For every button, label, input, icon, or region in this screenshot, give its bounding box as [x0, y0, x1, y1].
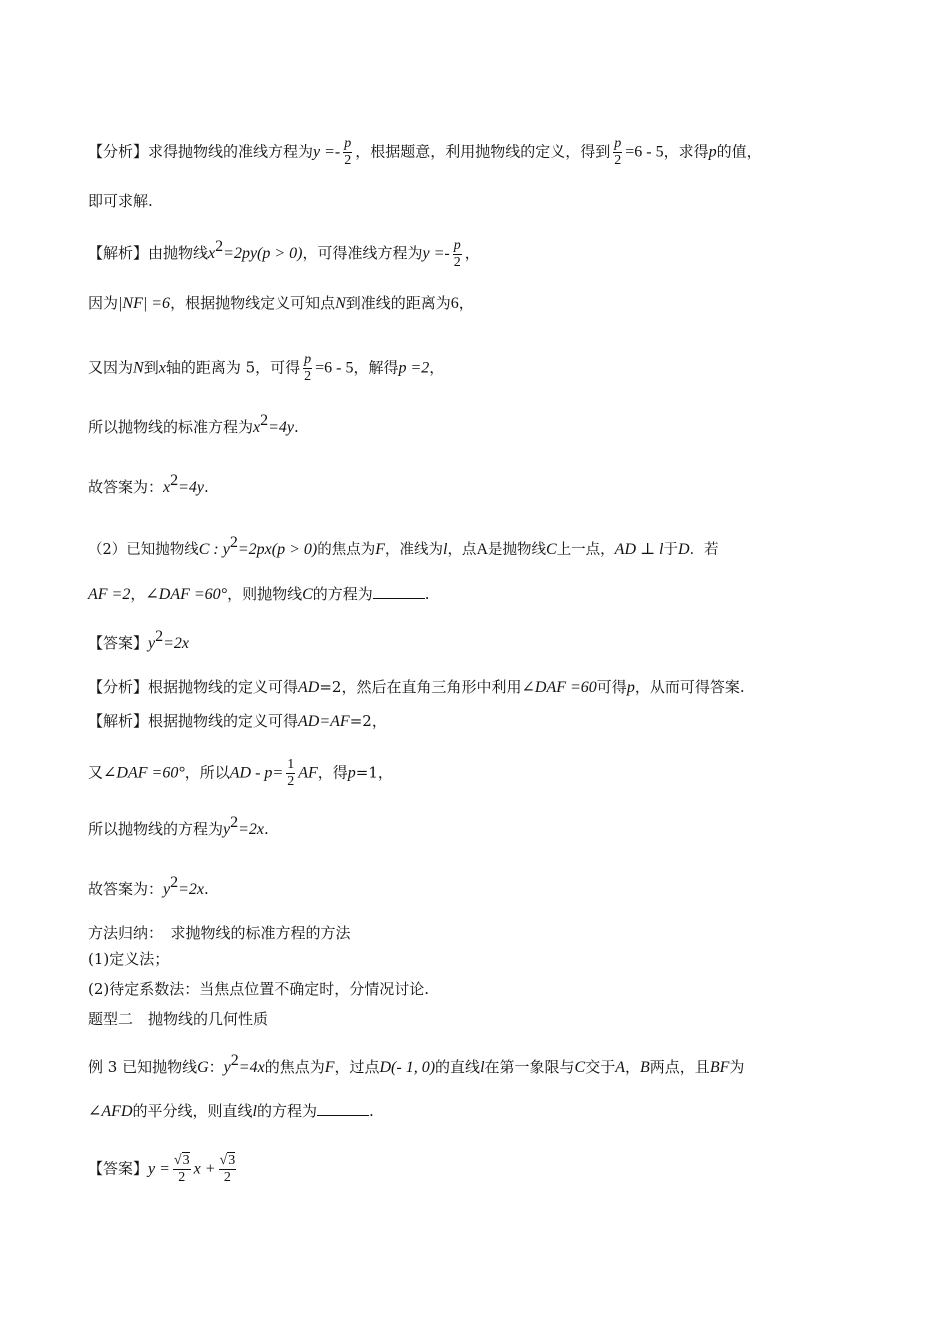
text: =2，然后在直角三角形中利用 — [319, 678, 522, 696]
numerator: p — [453, 237, 461, 253]
variable-p: p — [347, 764, 356, 782]
text: 求得抛物线的准线方程为 — [148, 142, 314, 161]
text: 故答案为： — [88, 880, 164, 898]
variable: x — [208, 245, 216, 262]
solution-line-1 — [88, 236, 860, 271]
denominator: 2 — [453, 254, 461, 270]
point-A: A — [615, 1059, 625, 1076]
text: ，解得 — [353, 358, 399, 377]
answer-line-1 — [88, 470, 860, 499]
exponent: 2 — [215, 238, 224, 255]
equation: =2x — [238, 821, 265, 838]
equation: =4y — [178, 479, 205, 496]
radicand: 3 — [228, 1153, 236, 1168]
text: ，根据抛物线定义可知点 — [170, 294, 336, 312]
equation: =4y — [268, 419, 295, 436]
text: 到 — [143, 358, 159, 377]
equation: C : y — [198, 541, 230, 558]
radicand: 3 — [182, 1153, 190, 1168]
point-N: N — [133, 359, 144, 377]
text: . — [294, 418, 299, 436]
text: ， — [458, 294, 474, 312]
exponent: 2 — [170, 472, 179, 489]
text: ，从而可得答案. — [634, 678, 745, 696]
text: 例 3 已知抛物线 — [88, 1058, 198, 1076]
equation: ∠DAF =60 — [521, 679, 597, 696]
equation: AD - p= — [229, 764, 284, 782]
variable: x — [253, 419, 261, 436]
segment: AF — [298, 764, 318, 782]
text: 的直线 — [435, 1058, 481, 1076]
variable: y — [148, 635, 156, 652]
section-tag: 【答案】 — [88, 634, 149, 652]
numerator: p — [344, 136, 352, 151]
equation: AD ⊥ l — [614, 541, 664, 558]
text: . — [424, 585, 430, 603]
denominator: 2 — [614, 153, 622, 168]
text: 于 — [663, 542, 678, 558]
text: 又因为 — [88, 358, 134, 377]
text: =1， — [355, 763, 393, 782]
fraction — [453, 238, 462, 271]
answer-blank — [373, 584, 425, 599]
example-3-line-1 — [88, 1050, 860, 1079]
text: . — [264, 820, 269, 838]
numerator: p — [304, 352, 312, 367]
number: 6 — [450, 295, 459, 312]
answer-line-3 — [88, 872, 860, 901]
line-l: l — [442, 541, 448, 558]
solution-line-4 — [88, 410, 860, 439]
text: 是抛物线 — [488, 542, 546, 558]
equation: ∠DAF =60° — [103, 764, 185, 782]
numerator: 1 — [287, 757, 295, 772]
variable: y — [163, 881, 171, 898]
numerator — [173, 1153, 191, 1170]
equation: |NF| =6 — [118, 295, 171, 312]
section-tag: 【解析】 — [88, 712, 149, 730]
denominator: 2 — [223, 1170, 231, 1185]
point-B: B — [640, 1059, 650, 1076]
numerator — [219, 1153, 237, 1170]
solution-line-3 — [88, 352, 860, 385]
analysis-line-2: 即可求解. — [88, 192, 153, 210]
text: 的值， — [716, 142, 762, 161]
numerator: p — [614, 136, 622, 151]
curve-G: G — [197, 1059, 209, 1076]
text: 因为 — [88, 294, 119, 312]
line-l: l — [480, 1059, 485, 1076]
text: 又 — [88, 763, 104, 782]
text: ，根据题意，利用抛物线的定义，得到 — [355, 142, 611, 161]
text: . — [204, 478, 209, 496]
analysis-line-3 — [88, 676, 860, 699]
equation: AF =2 — [88, 586, 131, 603]
fraction — [173, 1153, 191, 1186]
curve-C: C — [574, 1059, 586, 1076]
equation: y = — [148, 1160, 170, 1178]
example-3-line-2 — [88, 1100, 860, 1123]
exponent: 2 — [230, 1052, 239, 1069]
text: ，求得 — [663, 142, 709, 161]
segment: AD — [298, 679, 320, 696]
text: 的焦点为 — [317, 542, 376, 558]
text: ，点 — [447, 542, 477, 558]
equation: =2x — [178, 881, 205, 898]
text: ，可得准线方程为 — [302, 244, 423, 262]
text: ， — [429, 358, 445, 377]
denominator: 2 — [287, 774, 295, 789]
point-A: A — [476, 541, 488, 558]
text: 的焦点为 — [264, 1058, 325, 1076]
variable: y — [223, 1059, 231, 1076]
solution-line-6 — [88, 757, 860, 790]
text: 两点，且 — [649, 1058, 710, 1076]
text: 到准线的距离为 — [345, 294, 451, 312]
exponent: 2 — [170, 874, 179, 891]
curve-C: C — [546, 541, 557, 558]
analysis-line-1 — [88, 136, 860, 169]
point-D: D — [678, 541, 690, 558]
sqrt-sign: √ — [173, 1153, 182, 1168]
text: 根据抛物线的定义可得 — [148, 678, 299, 696]
answer-line-2 — [88, 626, 860, 655]
text: 所以抛物线的方程为 — [88, 820, 224, 838]
sqrt-sign: √ — [219, 1153, 228, 1168]
text: 交于 — [585, 1058, 616, 1076]
text: ，过点 — [334, 1058, 380, 1076]
variable-p: p — [708, 143, 717, 161]
denominator: 2 — [344, 153, 352, 168]
equation: =6 - 5 — [625, 143, 664, 161]
denominator: 2 — [178, 1170, 186, 1185]
section-tag: 【答案】 — [88, 1159, 149, 1178]
answer-blank — [317, 1101, 369, 1116]
solution-line-5 — [88, 710, 860, 733]
solution-line-2 — [88, 292, 860, 315]
text: （2）已知抛物线 — [88, 542, 199, 558]
point-D: D(- 1, 0) — [379, 1059, 436, 1076]
section-tag: 【分析】 — [88, 142, 149, 161]
result: p =2 — [398, 359, 430, 377]
text: ，准线为 — [384, 542, 443, 558]
text: 故答案为： — [88, 478, 164, 496]
equation: =2x — [163, 635, 190, 652]
fraction — [303, 352, 312, 385]
text: 的方程为 — [256, 1102, 317, 1120]
question-2-line-1 — [88, 532, 860, 561]
question-2-line-2 — [88, 583, 860, 606]
text: 的方程为 — [312, 585, 373, 603]
text: 根据抛物线的定义可得 — [148, 712, 299, 730]
curve-C: C — [302, 586, 313, 603]
variable-p: p — [626, 679, 635, 696]
text: ，则抛物线 — [227, 585, 303, 603]
text: ： — [208, 1058, 224, 1076]
exponent: 2 — [260, 412, 269, 429]
variable: x — [158, 359, 166, 377]
text: 可得 — [596, 678, 627, 696]
text: 由抛物线 — [148, 244, 209, 262]
text: 所以抛物线的标准方程为 — [88, 418, 254, 436]
fraction — [286, 757, 295, 790]
text: . — [369, 1102, 374, 1120]
variable: y — [223, 821, 231, 838]
text: ，得 — [317, 763, 348, 782]
text: 上一点， — [556, 542, 615, 558]
equation: =2px(p > 0) — [237, 541, 318, 558]
point-F: F — [375, 541, 385, 558]
equation: x + — [193, 1160, 216, 1178]
text: 的平分线，则直线 — [132, 1102, 253, 1120]
exponent: 2 — [229, 534, 238, 551]
equation: =2py(p > 0) — [223, 245, 303, 262]
text: =2， — [349, 712, 387, 730]
exponent: 2 — [155, 628, 164, 645]
method-1: (1)定义法； — [88, 950, 170, 968]
fraction — [219, 1153, 237, 1186]
fraction — [613, 136, 622, 169]
segment: BF — [709, 1059, 730, 1076]
text: 在第一象限与 — [484, 1058, 575, 1076]
fraction — [343, 136, 352, 169]
answer-line-4 — [88, 1153, 860, 1186]
directrix-eq: y =- — [313, 143, 341, 161]
equation: y =- — [422, 245, 450, 262]
equation: =6 - 5 — [315, 359, 354, 377]
section-tag: 【分析】 — [88, 678, 149, 696]
equation: ∠DAF =60° — [145, 586, 228, 603]
angle: ∠AFD — [88, 1103, 133, 1120]
equation: AD=AF — [298, 713, 350, 730]
method-summary-title: 方法归纳： 求抛物线的标准方程的方法 — [88, 924, 351, 942]
text: ， — [625, 1058, 641, 1076]
solution-line-7 — [88, 812, 860, 841]
text: ， — [130, 585, 146, 603]
text: ，所以 — [184, 763, 230, 782]
equation: =4x — [238, 1059, 265, 1076]
text: ， — [464, 244, 480, 262]
point-N: N — [335, 295, 346, 312]
variable: x — [163, 479, 171, 496]
method-2: (2)待定系数法：当焦点位置不确定时，分情况讨论. — [88, 980, 430, 998]
section-tag: 【解析】 — [88, 244, 149, 262]
text: ．若 — [689, 542, 719, 558]
topic-heading: 题型二 抛物线的几何性质 — [88, 1010, 269, 1028]
line-l: l — [252, 1103, 257, 1120]
text: . — [204, 880, 209, 898]
point-F: F — [324, 1059, 335, 1076]
exponent: 2 — [230, 814, 239, 831]
denominator: 2 — [304, 369, 312, 384]
text: 轴的距离为 5，可得 — [165, 358, 301, 377]
text: 为 — [729, 1058, 745, 1076]
